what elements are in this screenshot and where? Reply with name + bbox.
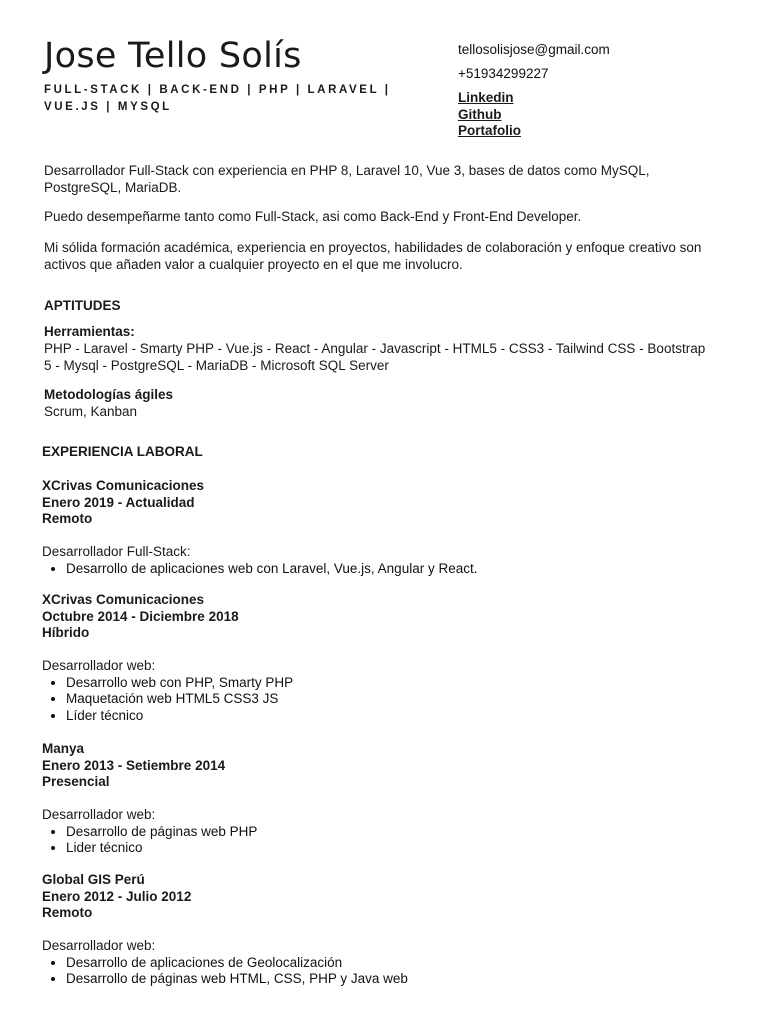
headline-subtitle: FULL-STACK | BACK-END | PHP | LARAVEL | VUE.JS | MYSQL [44, 84, 391, 113]
candidate-name: Jose Tello Solís [44, 36, 302, 76]
job-bullets [42, 824, 722, 857]
summary-paragraph-2: Puedo desempeñarme tanto como Full-Stack, asi como Back-End y Front-End Developer. [44, 209, 582, 224]
portfolio-link[interactable]: Portafolio [458, 123, 521, 138]
skills-heading: APTITUDES [44, 298, 121, 313]
job-bullet: • Líder técnico [66, 708, 722, 725]
job-bullet: • Desarrollo de aplicaciones web con Laravel, Vue.js, Angular y React. [66, 561, 722, 578]
job-entry [42, 592, 722, 724]
job-bullet: • Desarrollo de páginas web PHP [66, 824, 722, 841]
job-bullet: • Maquetación web HTML5 CSS3 JS [66, 691, 722, 708]
job-bullet: • Desarrollo de páginas web HTML, CSS, PHP y Java web [66, 971, 722, 988]
job-mode: Remoto [42, 511, 93, 526]
agile-label: Metodologías ágiles [44, 387, 174, 402]
job-dates: Enero 2019 - Actualidad [42, 494, 195, 510]
summary-paragraph-3: Mi sólida formación académica, experiencia en proyectos, habilidades de colaboración y enfoque creativo son activos que añaden valor a cualquier proyecto en el que me involucro. [44, 240, 702, 272]
job-bullets [42, 561, 722, 578]
job-role: Desarrollador web: [42, 807, 156, 822]
summary-paragraph-1: Desarrollador Full-Stack con experiencia en PHP 8, Laravel 10, Vue 3, bases de datos como MySQL, PostgreSQL, MariaDB. [44, 163, 650, 195]
job-bullets [42, 955, 722, 988]
job-company: Manya [42, 741, 85, 756]
job-company: XCrivas Comunicaciones [42, 592, 205, 607]
tools-list: PHP - Laravel - Smarty PHP - Vue.js - React - Angular - Javascript - HTML5 - CSS3 - Tailwind CSS - Bootstrap 5 - Mysql - PostgreSQL - MariaDB - Microsoft SQL Server [44, 341, 706, 373]
job-bullet: • Lider técnico [66, 840, 722, 857]
tools-label: Herramientas: [44, 324, 135, 339]
job-role: Desarrollador Full-Stack: [42, 544, 191, 559]
job-mode: Remoto [42, 905, 93, 920]
phone-text: +51934299227 [458, 66, 549, 81]
job-bullets [42, 675, 722, 725]
agile-list: Scrum, Kanban [44, 404, 138, 419]
job-company: Global GIS Perú [42, 872, 145, 887]
job-bullet: • Desarrollo de aplicaciones de Geolocalización [66, 955, 722, 972]
linkedin-link[interactable]: Linkedin [458, 90, 514, 105]
job-bullet: • Desarrollo web con PHP, Smarty PHP [66, 675, 722, 692]
job-company: XCrivas Comunicaciones [42, 478, 205, 493]
job-dates: Enero 2013 - Setiembre 2014 [42, 757, 226, 773]
job-dates: Octubre 2014 - Diciembre 2018 [42, 608, 239, 624]
job-entry [42, 741, 722, 857]
job-dates: Enero 2012 - Julio 2012 [42, 888, 192, 904]
contact-block [458, 42, 610, 140]
job-entry [42, 872, 722, 988]
github-link[interactable]: Github [458, 106, 502, 122]
experience-heading: EXPERIENCIA LABORAL [42, 444, 203, 459]
job-entry [42, 478, 722, 577]
job-role: Desarrollador web: [42, 658, 156, 673]
job-role: Desarrollador web: [42, 938, 156, 953]
email-text: tellosolisjose@gmail.com [458, 42, 610, 57]
job-mode: Presencial [42, 774, 110, 789]
job-mode: Híbrido [42, 625, 90, 640]
